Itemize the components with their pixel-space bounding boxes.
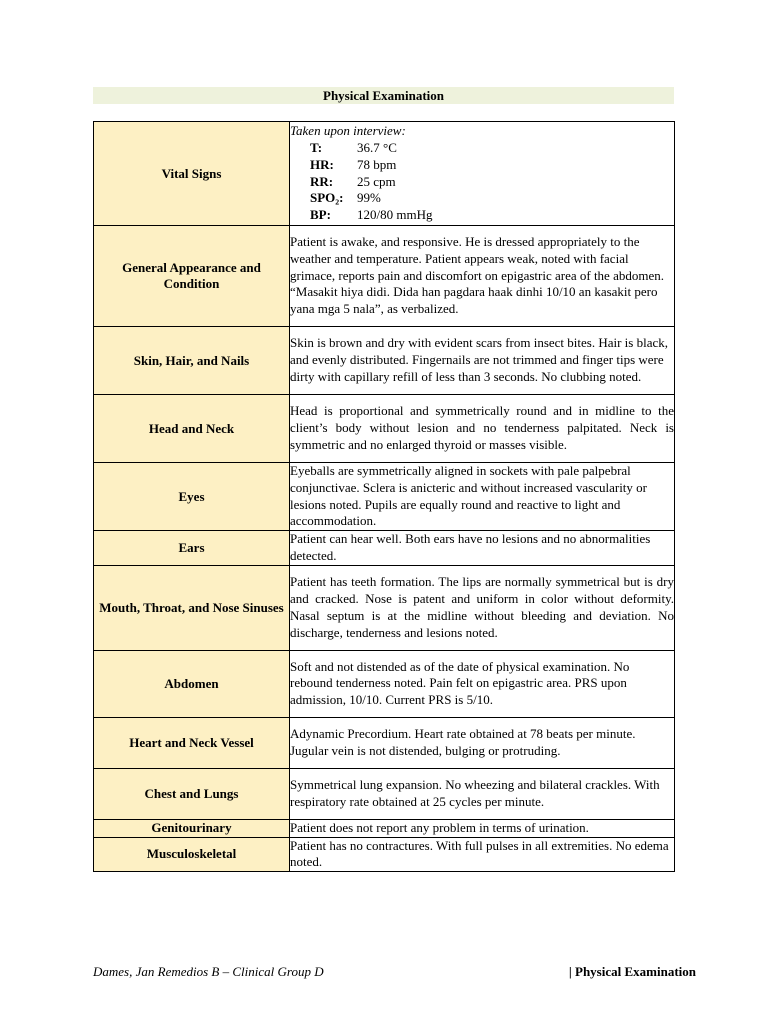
- table-row: [94, 327, 675, 395]
- table-row: [94, 122, 675, 226]
- footer-section-name: | Physical Examination: [568, 964, 696, 979]
- row-description: Soft and not distended as of the date of physical examination. No rebound tenderness noted. Pain felt on epigastric area. PRS upon admission, 10/10. Current PRS is 5/10.: [290, 650, 675, 717]
- section-title: Physical Examination: [93, 87, 674, 104]
- row-description: Patient has no contractures. With full pulses in all extremities. No edema noted.: [290, 837, 675, 872]
- row-description: Patient is awake, and responsive. He is dressed appropriately to the weather and temperature. Patient appears weak, noted with facial grimace, reports pain and discomfort on epigastric area of the abdomen. “Masakit hiya didi. Dida han pagdara haak dinhi 10/10 an kasakit pero yana mga 5 nala”, as verbalized.: [290, 226, 675, 327]
- row-label: Eyes: [94, 463, 290, 531]
- vital-sign-key: HR:: [310, 156, 334, 172]
- vital-sign-key: RR:: [310, 173, 334, 189]
- vital-sign-value: 78 bpm: [357, 156, 397, 172]
- row-label: Genitourinary: [94, 819, 290, 837]
- table-row: [94, 717, 675, 768]
- footer-author: Dames, Jan Remedios B – Clinical Group D: [93, 964, 324, 979]
- vital-sign-row: [290, 157, 674, 174]
- row-description: Patient can hear well. Both ears have no lesions and no abnormalities detected.: [290, 531, 675, 566]
- row-description: Eyeballs are symmetrically aligned in sockets with pale palpebral conjunctivae. Sclera is anicteric and without increased vascularity or lesions noted. Pupils are equally round and reactive to light and accommodation.: [290, 463, 675, 531]
- table-row: [94, 565, 675, 650]
- row-description: Symmetrical lung expansion. No wheezing and bilateral crackles. With respiratory rate obtained at 25 cycles per minute.: [290, 768, 675, 819]
- vital-sign-value: 120/80 mmHg: [357, 207, 433, 223]
- row-label: Heart and Neck Vessel: [94, 717, 290, 768]
- row-description: Adynamic Precordium. Heart rate obtained at 78 beats per minute. Jugular vein is not distended, bulging or protruding.: [290, 717, 675, 768]
- row-label: Head and Neck: [94, 395, 290, 463]
- vital-signs-intro: Taken upon interview:: [290, 123, 406, 139]
- row-description: Skin is brown and dry with evident scars from insect bites. Hair is black, and evenly distributed. Fingernails are not trimmed and finger tips were dirty with capillary refill of less than 3 seconds. No clubbing noted.: [290, 327, 675, 395]
- table-row: [94, 650, 675, 717]
- vital-sign-row: [290, 174, 674, 191]
- vital-signs-cell: [290, 122, 675, 226]
- vital-sign-row: [290, 140, 674, 157]
- vital-sign-key: SPO₂:: [310, 190, 344, 206]
- row-description: Head is proportional and symmetrically round and in midline to the client’s body without lesion and no tenderness palpitated. Neck is symmetric and no enlarged thyroid or masses visible.: [290, 395, 675, 463]
- row-label: Skin, Hair, and Nails: [94, 327, 290, 395]
- row-label: General Appearance and Condition: [94, 226, 290, 327]
- physical-exam-table-body: [94, 122, 675, 872]
- vital-sign-row: [290, 207, 674, 224]
- table-row: [94, 819, 675, 837]
- table-row: [94, 226, 675, 327]
- row-label: Abdomen: [94, 650, 290, 717]
- row-label: Mouth, Throat, and Nose Sinuses: [94, 565, 290, 650]
- table-row: [94, 837, 675, 872]
- vital-sign-value: 36.7 °C: [357, 139, 397, 155]
- row-description: Patient does not report any problem in terms of urination.: [290, 819, 675, 837]
- row-label: Musculoskeletal: [94, 837, 290, 872]
- table-row: [94, 395, 675, 463]
- physical-exam-table: [93, 121, 675, 872]
- vital-sign-value: 25 cpm: [357, 173, 396, 189]
- table-row: [94, 768, 675, 819]
- row-label: Ears: [94, 531, 290, 566]
- table-row: [94, 463, 675, 531]
- row-label: Vital Signs: [94, 122, 290, 226]
- vital-sign-key: BP:: [310, 207, 331, 223]
- row-label: Chest and Lungs: [94, 768, 290, 819]
- vital-sign-value: 99%: [357, 190, 381, 206]
- vital-sign-row: [290, 190, 674, 207]
- row-description: Patient has teeth formation. The lips are normally symmetrical but is dry and cracked. Nose is patent and uniform in color without deformity. Nasal septum is at the midline without bleeding and deviation. No discharge, tenderness and lesions noted.: [290, 565, 675, 650]
- vital-sign-key: T:: [310, 139, 323, 155]
- table-row: [94, 531, 675, 566]
